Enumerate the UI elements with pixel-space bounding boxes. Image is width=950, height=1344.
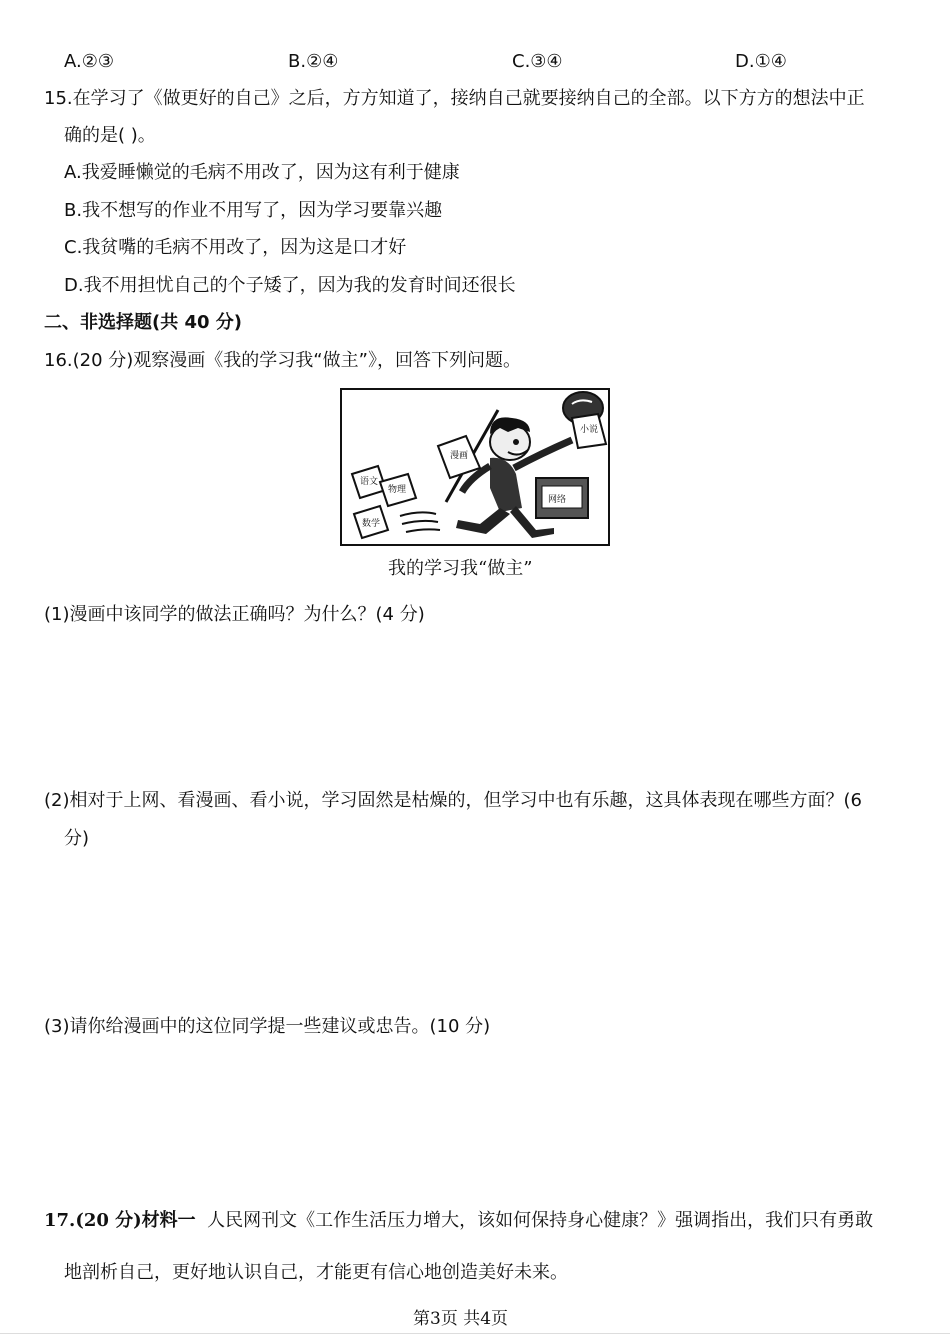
label-wangluo: 网络 [548,495,567,505]
q15-option-a: A.我爱睡懒觉的毛病不用改了，因为这有利于健康 [64,162,460,183]
label-xiaoshuo: 小说 [580,425,599,435]
option-c-prev: C.③④ [512,51,563,72]
q16-sub1: (1)漫画中该同学的做法正确吗？为什么？(4 分) [44,604,425,625]
q17-prefix: 17.(20 分) [44,1210,142,1231]
label-shuxue: 数学 [362,519,381,529]
q17-line1 [44,1209,873,1233]
option-a-prev: A.②③ [64,51,114,72]
q15-stem-line2: 确的是( )。 [64,125,156,146]
cartoon-caption: 我的学习我“做主” [388,558,533,579]
q15-option-d: D.我不用担忧自己的个子矮了，因为我的发育时间还很长 [64,275,516,296]
q17-line1-text: 人民网刊文《工作生活压力增大，该如何保持身心健康？》强调指出，我们只有勇敢 [207,1210,874,1231]
label-manhua: 漫画 [450,451,469,461]
label-yuwen: 语文 [360,477,379,487]
option-b-prev: B.②④ [288,51,339,72]
q16-stem: 16.(20 分)观察漫画《我的学习我“做主”》，回答下列问题。 [44,350,521,371]
q15-option-b: B.我不想写的作业不用写了，因为学习要靠兴趣 [64,200,443,221]
section-title: 二、非选择题(共 40 分) [44,312,243,333]
option-d-prev: D.①④ [735,51,787,72]
q15-stem-line1: 15.在学习了《做更好的自己》之后，方方知道了，接纳自己就要接纳自己的全部。以下方方的想法中正 [44,88,865,109]
label-wuli: 物理 [388,485,407,495]
cartoon-image [340,388,610,546]
footer-divider [0,1333,950,1334]
q17-material-label: 材料一 [141,1210,196,1231]
q16-sub3: (3)请你给漫画中的这位同学提一些建议或忠告。(10 分) [44,1016,491,1037]
q17-line2: 地剖析自己，更好地认识自己，才能更有信心地创造美好未来。 [64,1262,568,1283]
q16-sub2-line1: (2)相对于上网、看漫画、看小说，学习固然是枯燥的，但学习中也有乐趣，这具体表现在哪些方面？(6 [44,790,862,811]
page-footer: 第3页 共4页 [413,1309,509,1329]
q16-sub2-line2: 分) [64,828,90,849]
wangluo-box [536,478,588,518]
q15-option-c: C.我贫嘴的毛病不用改了，因为这是口才好 [64,237,407,258]
